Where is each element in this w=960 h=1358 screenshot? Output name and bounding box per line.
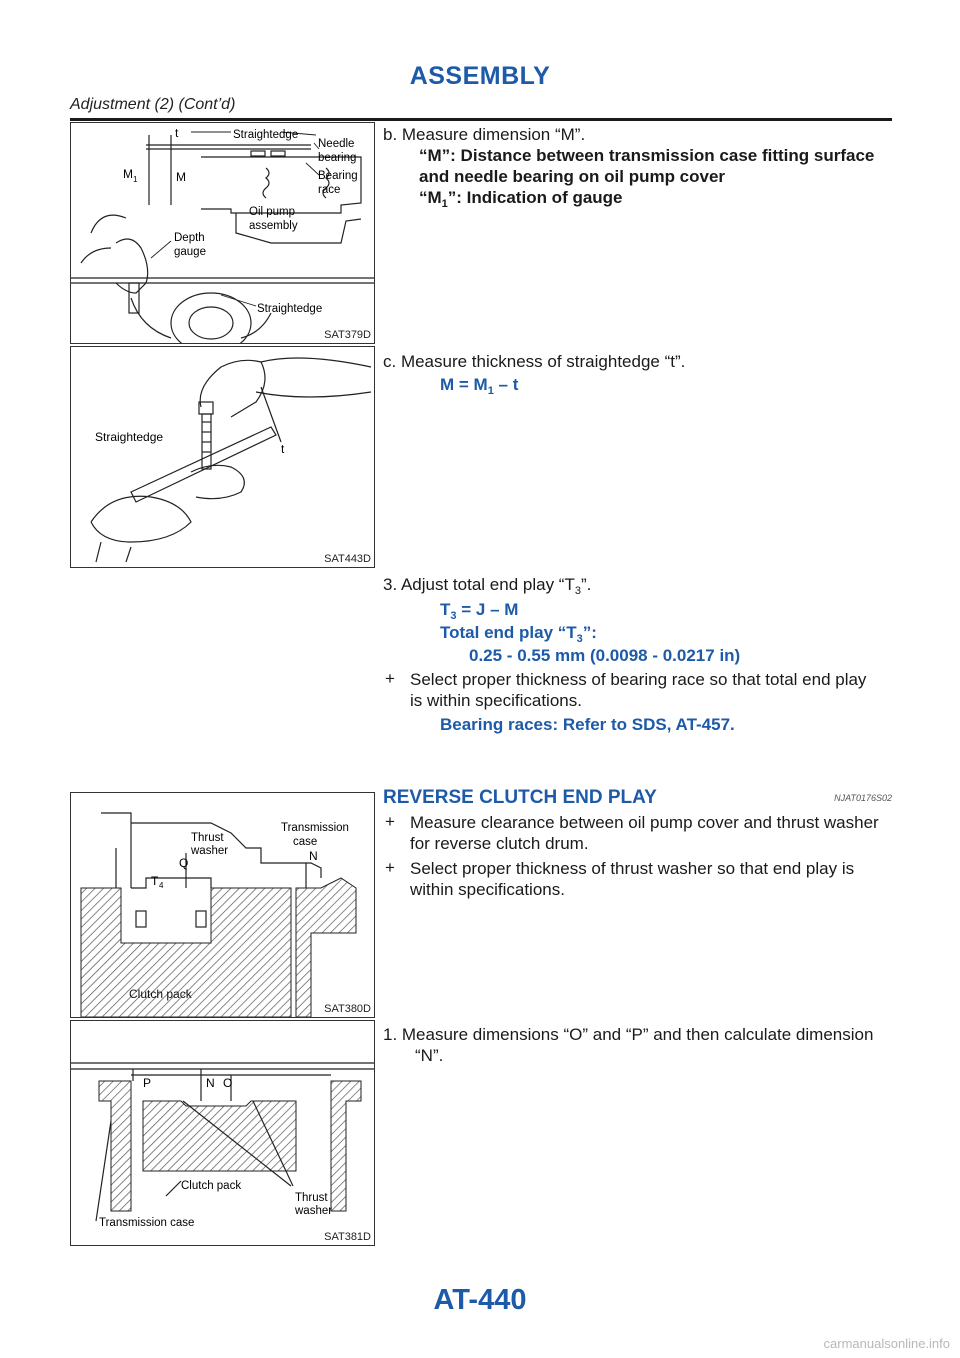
step-3-text	[383, 574, 591, 602]
bullet-icon: +	[385, 858, 395, 877]
fig3-label-trans-2: case	[293, 836, 318, 848]
bullet-icon: +	[385, 669, 395, 688]
fig1-label-depth-2: gauge	[174, 246, 206, 258]
figure-sat381d	[70, 1020, 375, 1246]
fig4-label-p: P	[143, 1076, 152, 1090]
step-c-formula	[440, 374, 518, 402]
figure-code: SAT380D	[324, 1003, 371, 1015]
figure-sat381d-labels	[71, 1021, 374, 1245]
fig3-label-clutch: Clutch pack	[129, 987, 192, 1001]
fig1-label-m1-sub: 1	[133, 175, 138, 184]
step-c-formula-a: M = M	[440, 375, 488, 394]
step-3-formula-a: T	[440, 600, 451, 619]
fig3-label-thrust-2: washer	[191, 845, 229, 857]
step-3-spec-sub: 3	[576, 633, 583, 645]
figure-sat379d-labels	[71, 123, 374, 343]
step-b-text: b. Measure dimension “M”.	[383, 125, 586, 144]
fig2-label-t: t	[281, 442, 285, 456]
figure-code: SAT443D	[324, 553, 371, 565]
figure-code: SAT381D	[324, 1231, 371, 1243]
reverse-bullet-1-line-2: for reverse clutch drum.	[410, 834, 589, 853]
step-b-def-m1-a: “M	[419, 188, 442, 207]
fig2-label-straightedge: Straightedge	[95, 430, 164, 444]
step-c-text: c. Measure thickness of straightedge “t”.	[383, 352, 686, 371]
step-3-spec-value: 0.25 - 0.55 mm (0.0098 - 0.0217 in)	[469, 646, 741, 665]
reverse-bullet-2-line-2: within specifications.	[410, 880, 565, 899]
step-3-formula-b: = J – M	[456, 600, 519, 619]
step-b-def-m: “M”: Distance between transmission case fitting surface	[419, 146, 875, 165]
step-1-line-1: 1. Measure dimensions “O” and “P” and then calculate dimension	[383, 1025, 874, 1044]
reverse-bullet-1-line-1: Measure clearance between oil pump cover and thrust washer	[410, 813, 879, 832]
figure-sat380d-labels	[71, 793, 374, 1017]
step-3-bullet-line-2: is within specifications.	[410, 691, 582, 710]
fig1-label-depth-1: Depth	[174, 232, 205, 244]
section-heading-reverse-clutch: REVERSE CLUTCH END PLAY	[383, 787, 657, 808]
step-3-text-sub: 3	[574, 585, 581, 597]
step-3-text-a: 3. Adjust total end play “T	[383, 575, 575, 594]
figure-sat443d-labels	[71, 347, 374, 567]
fig4-label-trans: Transmission case	[99, 1217, 195, 1229]
step-3-formula-sub: 3	[450, 610, 457, 622]
figure-sat379d	[70, 122, 375, 344]
watermark-site: carmanualsonline.info	[823, 1336, 950, 1351]
fig4-label-n: N	[206, 1076, 215, 1090]
bullet-icon: +	[385, 812, 395, 831]
step-c-formula-b: – t	[493, 375, 519, 394]
fig4-label-clutch: Clutch pack	[181, 1180, 242, 1192]
fig1-label-straightedge-bottom: Straightedge	[257, 303, 323, 315]
fig1-label-t: t	[175, 126, 179, 140]
fig1-label-needle-1: Needle	[318, 138, 355, 150]
fig1-label-bearing-2: race	[318, 184, 341, 196]
fig3-label-thrust-1: Thrust	[191, 832, 224, 844]
step-1-line-2: “N”.	[415, 1046, 444, 1065]
fig4-label-thrust-1: Thrust	[295, 1192, 328, 1204]
figure-sat380d	[70, 792, 375, 1018]
reverse-bullet-2-line-1: Select proper thickness of thrust washer so that end play is	[410, 859, 855, 878]
page-title: ASSEMBLY	[409, 62, 551, 90]
step-3-text-b: ”.	[580, 575, 592, 594]
step-3-bullet-line-1: Select proper thickness of bearing race so that total end play	[410, 670, 867, 689]
step-3-reference: Bearing races: Refer to SDS, AT-457.	[440, 715, 735, 734]
fig4-label-thrust-2: washer	[295, 1205, 333, 1217]
fig3-label-t4: T	[151, 874, 159, 888]
fig3-label-t4-sub: 4	[159, 881, 164, 890]
fig1-label-m1: M	[123, 167, 133, 181]
section-id: NJAT0176S02	[834, 793, 892, 803]
fig1-label-oil-1: Oil pump	[249, 206, 296, 218]
step-b-def-m2: and needle bearing on oil pump cover	[419, 167, 726, 186]
fig1-label-bearing-1: Bearing	[318, 170, 358, 182]
fig3-label-trans-1: Transmission	[281, 822, 349, 834]
step-b-def-m1	[419, 187, 623, 215]
fig3-label-n: N	[309, 849, 318, 863]
step-3-spec-b: ”:	[582, 623, 597, 642]
fig1-label-straightedge-top: Straightedge	[233, 129, 299, 141]
figure-sat443d	[70, 346, 375, 568]
step-3-spec-a: Total end play “T	[440, 623, 577, 642]
header-divider	[70, 118, 892, 121]
page-subtitle: Adjustment (2) (Cont’d)	[70, 96, 236, 113]
step-c-formula-sub: 1	[487, 385, 494, 397]
step-b-def-m1-b: ”: Indication of gauge	[447, 188, 623, 207]
figure-code: SAT379D	[324, 329, 371, 341]
step-b-def-m1-sub: 1	[441, 198, 448, 210]
fig4-label-o: O	[223, 1076, 233, 1090]
fig1-label-m: M	[176, 170, 186, 184]
fig1-label-needle-2: bearing	[318, 152, 357, 164]
fig3-label-q: Q	[179, 856, 189, 870]
fig1-label-oil-2: assembly	[249, 220, 298, 232]
page-number: AT-440	[433, 1284, 527, 1316]
